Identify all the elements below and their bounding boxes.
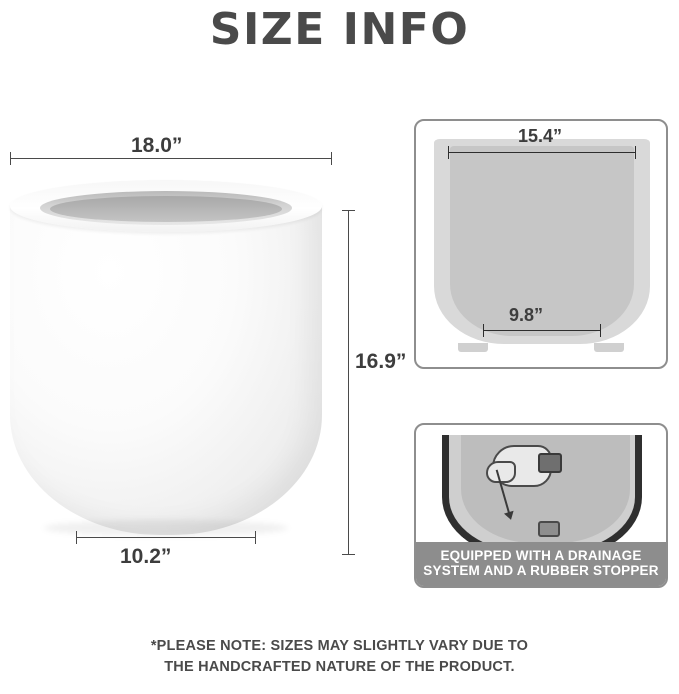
hand-thumb-shape <box>486 461 516 483</box>
section-bottom-width-label: 9.8” <box>509 305 544 325</box>
top-width-label: 18.0” <box>131 134 183 157</box>
drainage-caption <box>416 542 666 586</box>
rubber-stopper-in-base-icon <box>538 521 560 537</box>
top-width-dimension-line <box>10 158 332 159</box>
section-top-width-label: 15.4” <box>518 126 563 146</box>
top-width-tick-right <box>331 152 332 165</box>
cross-section-foot-right <box>594 343 624 352</box>
cross-section-foot-left <box>458 343 488 352</box>
footnote <box>0 636 679 678</box>
hand-icon <box>486 437 558 493</box>
pot-ground-shadow <box>44 520 288 536</box>
pot-inner-cavity-deep <box>50 196 282 222</box>
drainage-card <box>414 423 668 588</box>
bottom-width-label: 10.2” <box>120 545 172 568</box>
section-top-tick-left <box>448 146 449 159</box>
main-diagram-panel <box>0 120 400 560</box>
pot-body <box>10 198 322 535</box>
bottom-width-tick-right <box>255 531 256 544</box>
height-dimension-line <box>348 210 349 555</box>
footnote-line1: *PLEASE NOTE: SIZES MAY SLIGHTLY VARY DUE TO <box>150 637 529 654</box>
planter-pot-illustration <box>10 180 322 535</box>
height-label: 16.9” <box>355 350 407 373</box>
height-tick-bottom <box>342 554 355 555</box>
bottom-width-tick-left <box>76 531 77 544</box>
section-bottom-tick-left <box>483 324 484 337</box>
cross-section-card <box>414 119 668 369</box>
drainage-caption-line1: EQUIPPED WITH A DRAINAGE <box>440 547 642 563</box>
rubber-stopper-held-icon <box>538 453 562 473</box>
bottom-width-dimension-line <box>76 537 256 538</box>
page-title: SIZE INFO <box>209 4 470 55</box>
section-bottom-dimension-line <box>483 330 601 331</box>
top-width-tick-left <box>10 152 11 165</box>
height-tick-top <box>342 210 355 211</box>
section-top-tick-right <box>635 146 636 159</box>
section-bottom-tick-right <box>600 324 601 337</box>
section-top-dimension-line <box>448 152 636 153</box>
footnote-line2: THE HANDCRAFTED NATURE OF THE PRODUCT. <box>164 658 515 675</box>
drainage-caption-line2: SYSTEM AND A RUBBER STOPPER <box>423 563 659 579</box>
